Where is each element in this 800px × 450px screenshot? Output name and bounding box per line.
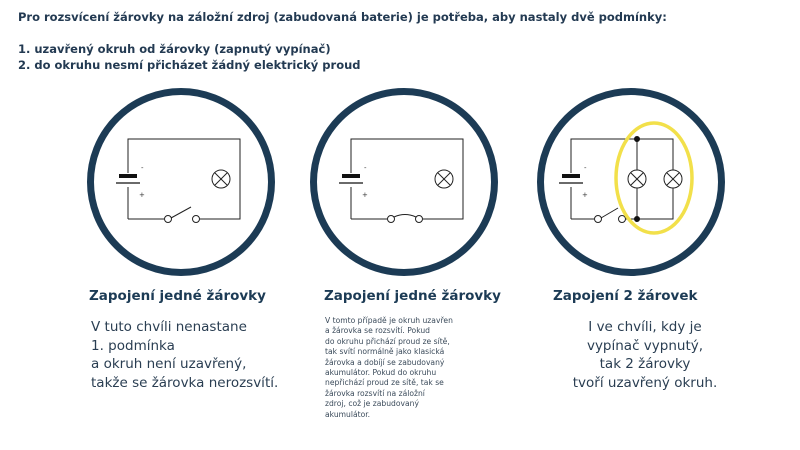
diagram-circle-closed-switch (310, 88, 498, 276)
panel-3-text (560, 318, 730, 392)
text-line: vypínač vypnutý, (586, 337, 704, 354)
battery-plus-label: + (582, 191, 588, 199)
text-line: nepřichází proud ze sítě, tak se (325, 378, 444, 388)
text-line: žárovka a dobíjí se zabudovaný (325, 357, 445, 367)
text-line: tak 2 žárovky (599, 356, 691, 372)
diagram-circle-two-bulbs (537, 88, 725, 276)
text-line: V tomto případě je okruh uzavřen (325, 316, 453, 325)
battery-plus-label: + (362, 191, 368, 199)
battery-negative-plate (342, 174, 360, 178)
text-line: V tuto chvíli nenastane (91, 319, 247, 335)
condition-1: 1. uzavřený okruh od žárovky (zapnutý vypínač) (18, 42, 331, 56)
panel-1-text (91, 318, 278, 392)
battery-negative-plate (562, 174, 580, 178)
battery-minus-label: - (141, 164, 144, 172)
circuit-diagram-two-bulbs (544, 95, 718, 269)
circuit-diagram-open (94, 95, 268, 269)
battery-minus-label: - (584, 164, 587, 172)
text-line: tvoří uzavřený okruh. (572, 374, 718, 391)
intro-text (18, 10, 667, 72)
battery-minus-label: - (364, 164, 367, 172)
text-line: do okruhu přichází proud ze sítě, (325, 336, 450, 346)
diagram-circle-open-switch (87, 88, 275, 276)
battery-plus-label: + (139, 191, 145, 199)
junction-dot-top (634, 136, 640, 142)
circuit-diagram-closed (317, 95, 491, 269)
intro-heading: Pro rozsvícení žárovky na záložní zdroj (zabudovaná baterie) je potřeba, aby nastaly dvě podmínky: (18, 10, 667, 24)
text-line: zdroj, což je zabudovaný (325, 399, 419, 409)
text-line: a žárovka se rozsvítí. Pokud (325, 326, 430, 336)
text-line: 1. podmínka (91, 337, 175, 354)
junction-dot-bottom (634, 216, 640, 222)
panel-1-title: Zapojení jedné žárovky (89, 288, 266, 304)
panel-2-title: Zapojení jedné žárovky (324, 288, 501, 304)
text-line: akumulátor. (325, 409, 371, 419)
text-line: žárovka rozsvítí na záložní (325, 388, 425, 398)
text-line: takže se žárovka nerozsvítí. (91, 374, 279, 391)
battery-negative-plate (119, 174, 137, 178)
panel-3-title: Zapojení 2 žárovek (553, 288, 698, 304)
text-line: a okruh není uzavřený, (91, 356, 247, 372)
text-line: I ve chvíli, kdy je (588, 319, 702, 335)
condition-2: 2. do okruhu nesmí přicházet žádný elektrický proud (18, 58, 361, 72)
panel-2-text (325, 316, 495, 420)
text-line: tak svítí normálně jako klasická (325, 347, 445, 357)
text-line: akumulátor. Pokud do okruhu (325, 368, 437, 378)
